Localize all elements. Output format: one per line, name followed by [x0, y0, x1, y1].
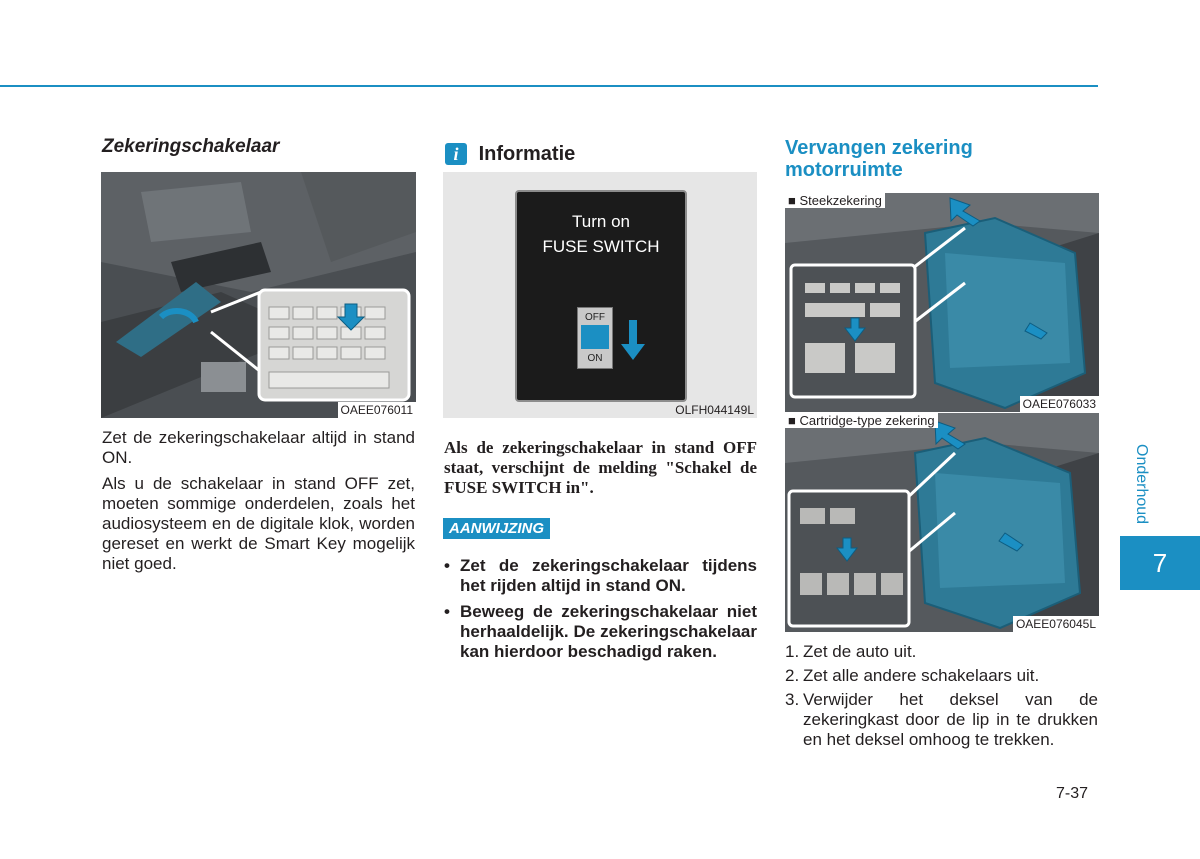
switch-on-label: ON — [587, 353, 603, 364]
arrow-down-icon — [621, 320, 645, 360]
title-line: Vervangen zekering — [785, 137, 973, 159]
list-item — [785, 666, 1098, 686]
step-text: Zet de auto uit. — [803, 642, 917, 661]
section-title-fuse-switch: Zekeringschakelaar — [102, 136, 280, 157]
steps-list — [785, 642, 1098, 754]
section-title-engine-fuse — [785, 137, 973, 181]
info-text: Als de zekeringschakelaar in stand OFF staat, verschijnt de melding "Schakel de FUSE SWITCH in". — [444, 438, 757, 497]
switch-off-label: OFF — [585, 312, 605, 323]
list-item — [785, 642, 1098, 662]
notice-list — [444, 556, 757, 668]
cluster-message-figure — [443, 172, 757, 418]
list-item — [785, 690, 1098, 750]
switch-graphic — [577, 307, 613, 369]
step-text: Verwijder het deksel van de zekeringkast door de lip in te drukken en het deksel omhoog te trekken. — [803, 690, 1098, 749]
paragraph: Zet de zekeringschakelaar altijd in stand ON. — [102, 428, 415, 467]
figure-label: ■ Cartridge-type zekering — [785, 413, 938, 428]
step-number: 2. — [785, 666, 800, 685]
notice-badge — [443, 520, 550, 538]
figure-caption: OAEE076011 — [338, 402, 417, 418]
chapter-number: 7 — [1120, 536, 1200, 590]
fuse-switch-photo — [101, 172, 416, 418]
notice-label: AANWIJZING — [443, 518, 550, 539]
step-number: 1. — [785, 642, 800, 661]
blade-fuse-photo — [785, 193, 1099, 412]
cartridge-fuse-photo — [785, 413, 1099, 632]
step-text: Zet alle andere schakelaars uit. — [803, 666, 1040, 685]
title-line: motorruimte — [785, 159, 903, 181]
page-number: 7-37 — [1056, 785, 1089, 802]
screen-line: FUSE SWITCH — [542, 237, 660, 256]
info-heading — [445, 143, 575, 166]
figure-caption: OAEE076033 — [1020, 396, 1099, 412]
switch-knob — [581, 325, 609, 349]
list-item: • Zet de zekeringschakelaar tijdens het rijden altijd in stand ON. — [444, 556, 757, 596]
step-number: 3. — [785, 690, 800, 709]
screen-line: Turn on — [572, 212, 630, 231]
info-icon: i — [445, 143, 467, 165]
cluster-screen — [515, 190, 687, 402]
chapter-tab-label: Onderhoud — [1133, 444, 1150, 525]
list-item: • Beweeg de zekeringschakelaar niet herhaaldelijk. De zekeringschakelaar kan hierdoor beschadigd raken. — [444, 602, 757, 662]
figure-caption: OLFH044149L — [672, 402, 757, 418]
figure-caption: OAEE076045L — [1013, 616, 1099, 632]
figure-label: ■ Steekzekering — [785, 193, 885, 208]
top-rule — [0, 85, 1098, 87]
paragraph: Als u de schakelaar in stand OFF zet, moeten sommige onderdelen, zoals het audiosysteem en de digitale klok, worden gereset en werkt de Smart Key mogelijk niet goed. — [102, 474, 415, 573]
info-title: Informatie — [478, 143, 576, 165]
